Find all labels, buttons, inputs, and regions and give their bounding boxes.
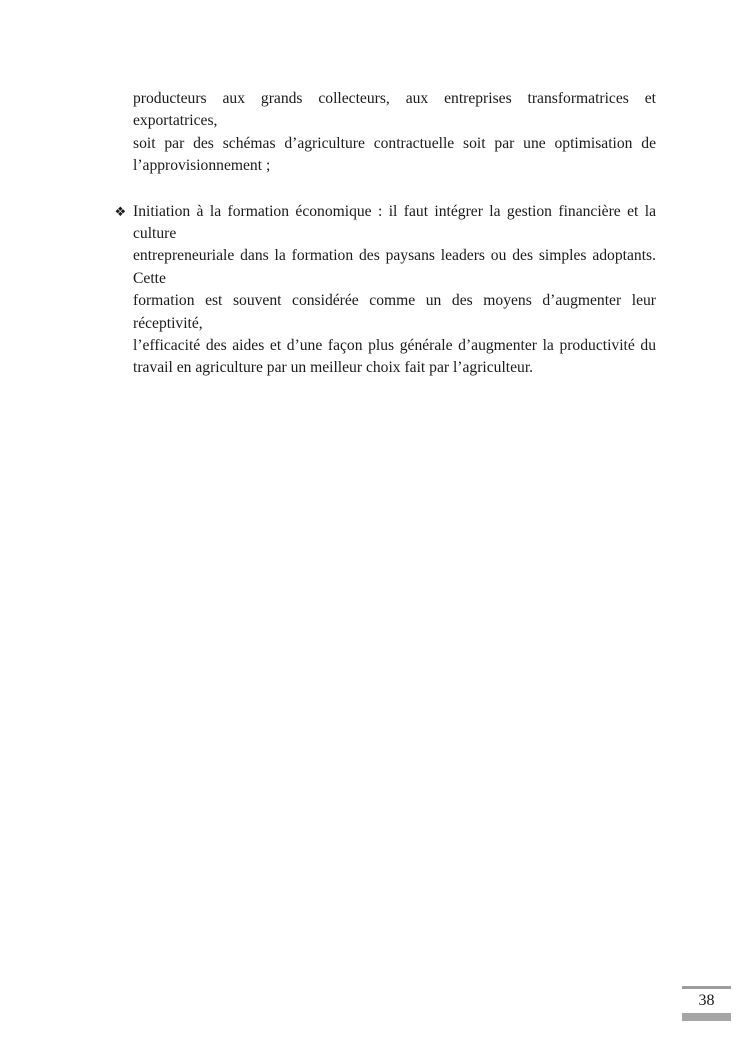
diamond-bullet-icon: ❖ — [114, 204, 127, 220]
bullet-item — [114, 201, 656, 380]
page-number: 38 — [698, 991, 715, 1009]
text-line: producteurs aux grands collecteurs, aux entreprises transformatrices et exportatrices, — [133, 90, 656, 130]
page-body-text — [114, 88, 656, 403]
text-line: l’efficacité des aides et d’une façon plus générale d’augmenter la productivité du — [133, 337, 656, 355]
footer-bar — [682, 1013, 731, 1021]
text-line: soit par des schémas d’agriculture contractuelle soit par une optimisation de — [133, 134, 656, 152]
text-line: Initiation à la formation économique : il faut intégrer la gestion financière et la culture — [133, 202, 656, 243]
text-line: travail en agriculture par un meilleur choix fait par l’agriculteur. — [133, 359, 534, 377]
paragraph-continuation — [133, 88, 656, 178]
text-line: formation est souvent considérée comme un des moyens d’augmenter leur réceptivité, — [133, 292, 656, 332]
text-line: entrepreneuriale dans la formation des paysans leaders ou des simples adoptants. Cette — [133, 247, 656, 287]
page-footer — [682, 986, 731, 1021]
text-line: l’approvisionnement ; — [133, 157, 271, 175]
